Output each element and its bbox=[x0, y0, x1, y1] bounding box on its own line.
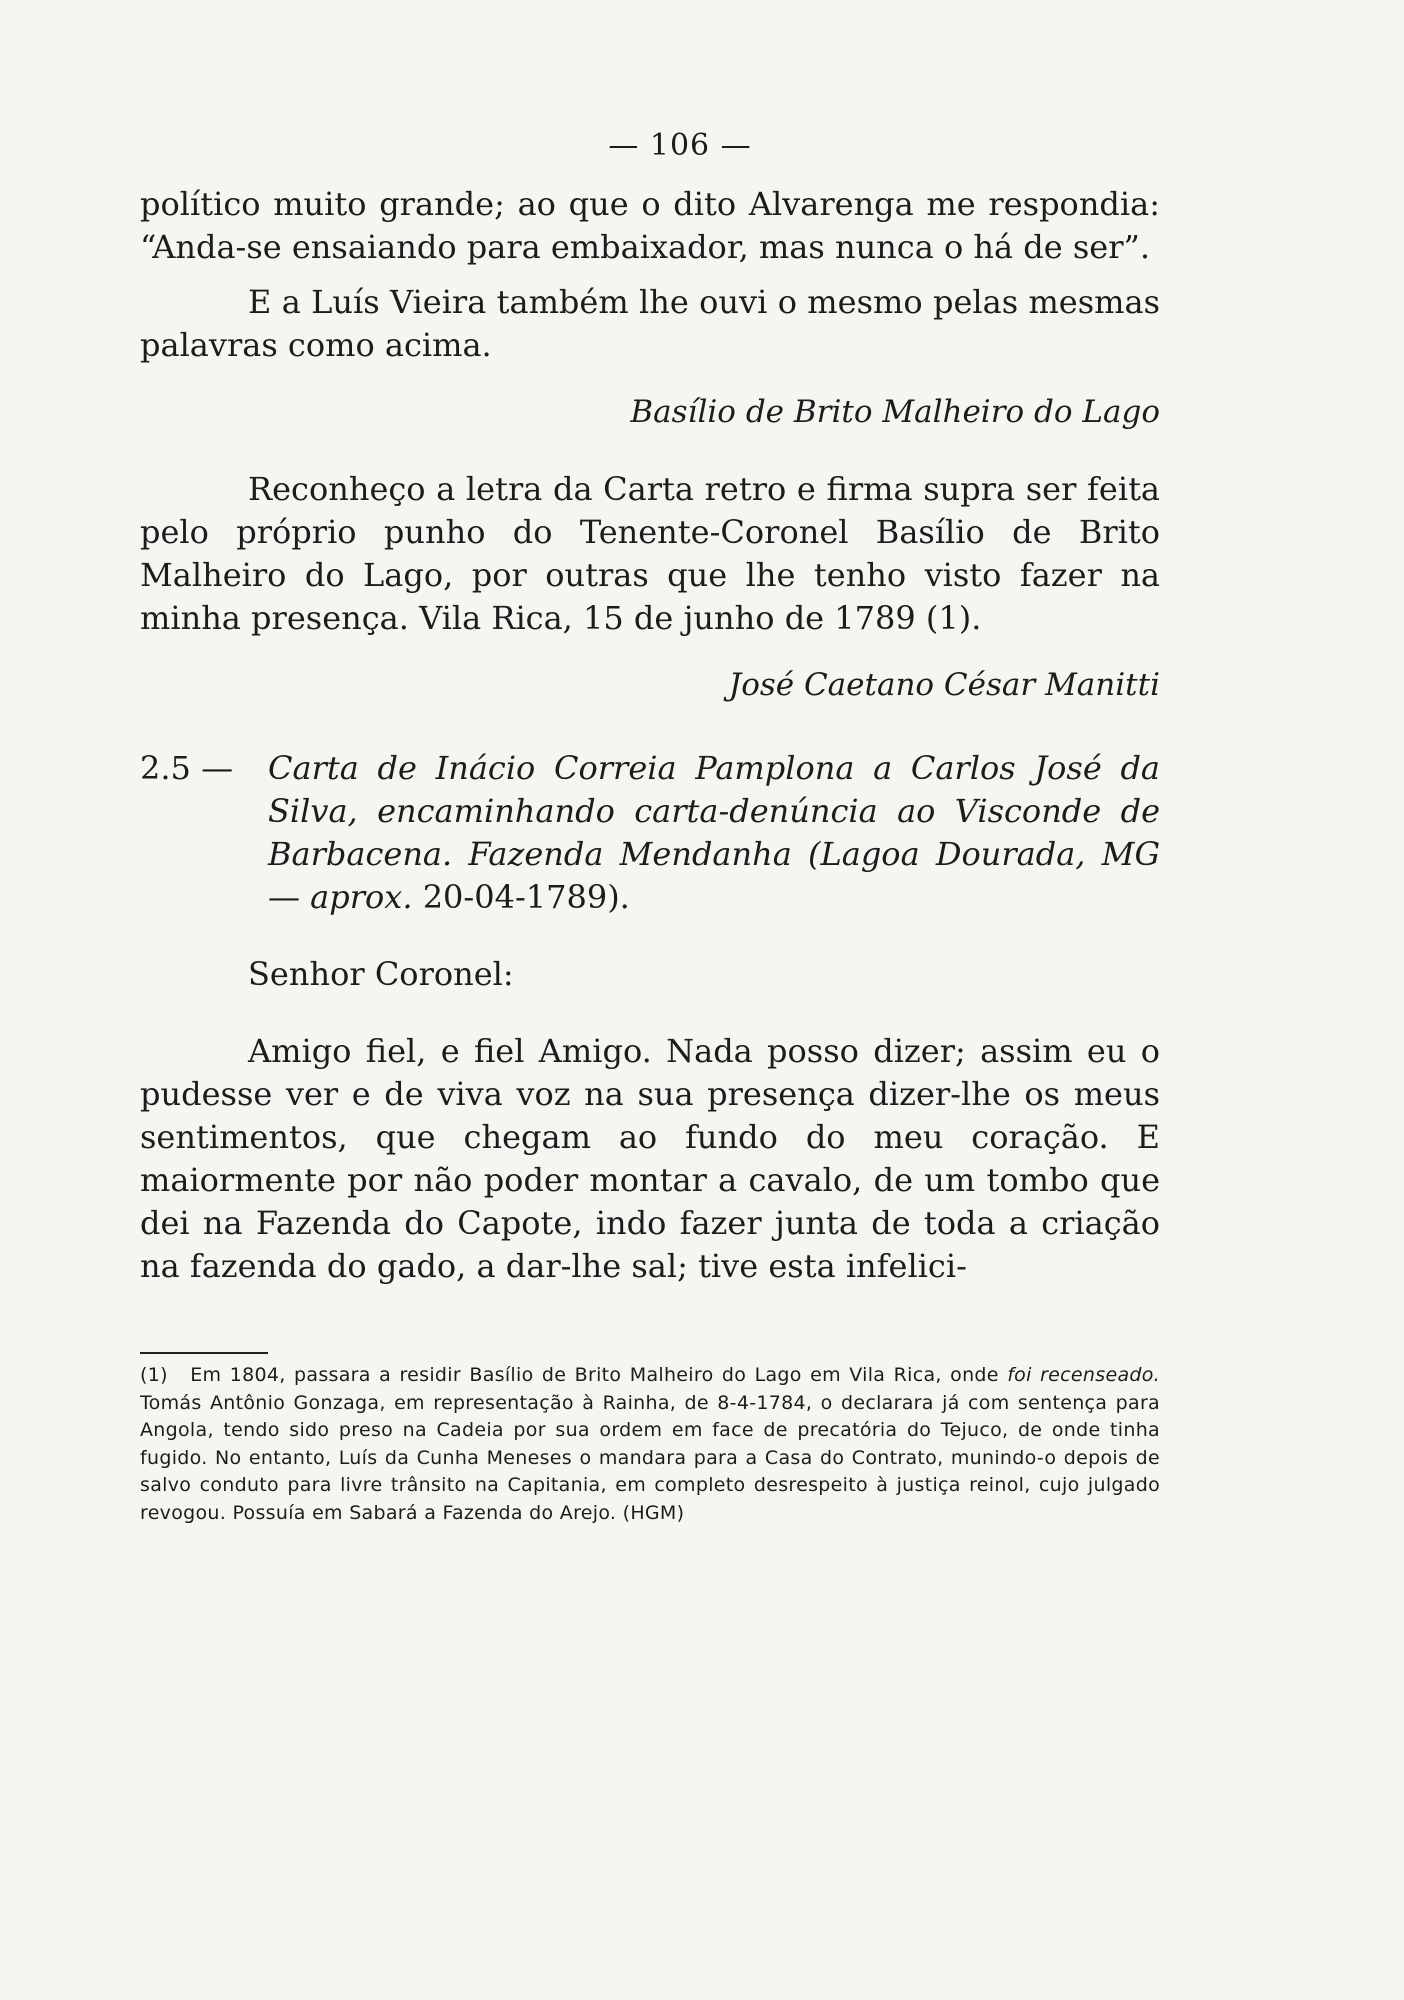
section-title bbox=[268, 747, 1160, 919]
letter-salutation: Senhor Coronel: bbox=[248, 955, 514, 993]
paragraph-alvarenga: político muito grande; ao que o dito Alvarenga me respondia: “Anda-se ensaiando para embaixador, mas nunca o há de ser”. bbox=[140, 185, 1160, 266]
footnote-italic: foi recenseado. bbox=[1007, 1364, 1161, 1386]
signature-basilio: Basílio de Brito Malheiro do Lago bbox=[630, 394, 1160, 430]
footnote bbox=[140, 1362, 1160, 1527]
document-page bbox=[140, 128, 1160, 1527]
footnote-marker: (1) bbox=[140, 1364, 168, 1386]
section-number: 2.5 — bbox=[140, 749, 234, 787]
section-date: 20-04-1789). bbox=[422, 878, 630, 916]
footnote-text-start: Em 1804, passara a residir Basílio de Brito Malheiro do Lago em Vila Rica, onde bbox=[190, 1364, 999, 1386]
signature-manitti: José Caetano César Manitti bbox=[728, 667, 1160, 703]
section-heading bbox=[140, 747, 1160, 919]
letter-body: Amigo fiel, e fiel Amigo. Nada posso dizer; assim eu o pudesse ver e de viva voz na sua presença dizer-lhe os meus sentimentos, que chegam ao fundo do meu coração. E maiormente por não poder montar a cavalo, de um tombo que dei na Fazenda do Capote, indo fazer junta de toda a criação na fazenda do gado, a dar-lhe sal; tive esta infelici- bbox=[140, 1032, 1160, 1285]
paragraph-luis-vieira: E a Luís Vieira também lhe ouvi o mesmo pelas mesmas palavras como acima. bbox=[140, 283, 1160, 364]
page-number: — 106 — bbox=[608, 128, 752, 163]
footnote-divider bbox=[140, 1352, 268, 1354]
section-title-text: Carta de Inácio Correia Pamplona a Carlos José da Silva, encaminhando carta-denúncia ao Visconde de Barbacena. Fazenda Mendanha (Lagoa Dourada, MG — aprox. bbox=[268, 749, 1160, 916]
footnote-text-end: Tomás Antônio Gonzaga, em representação à Rainha, de 8-4-1784, o declarara já com sentença para Angola, tendo sido preso na Cadeia por sua ordem em face de precatória do Tejuco, de onde tinha fugido. No entanto, Luís da Cunha Meneses o mandara para a Casa do Contrato, munindo-o depois de salvo conduto para livre trânsito na Capitania, em completo desrespeito à justiça reinol, cujo julgado revogou. Possuía em Sabará a Fazenda do Arejo. (HGM) bbox=[140, 1391, 1160, 1524]
paragraph-reconheco: Reconheço a letra da Carta retro e firma supra ser feita pelo próprio punho do Tenente-Coronel Basílio de Brito Malheiro do Lago, por outras que lhe tenho visto fazer na minha presença. Vila Rica, 15 de junho de 1789 (1). bbox=[140, 470, 1160, 637]
